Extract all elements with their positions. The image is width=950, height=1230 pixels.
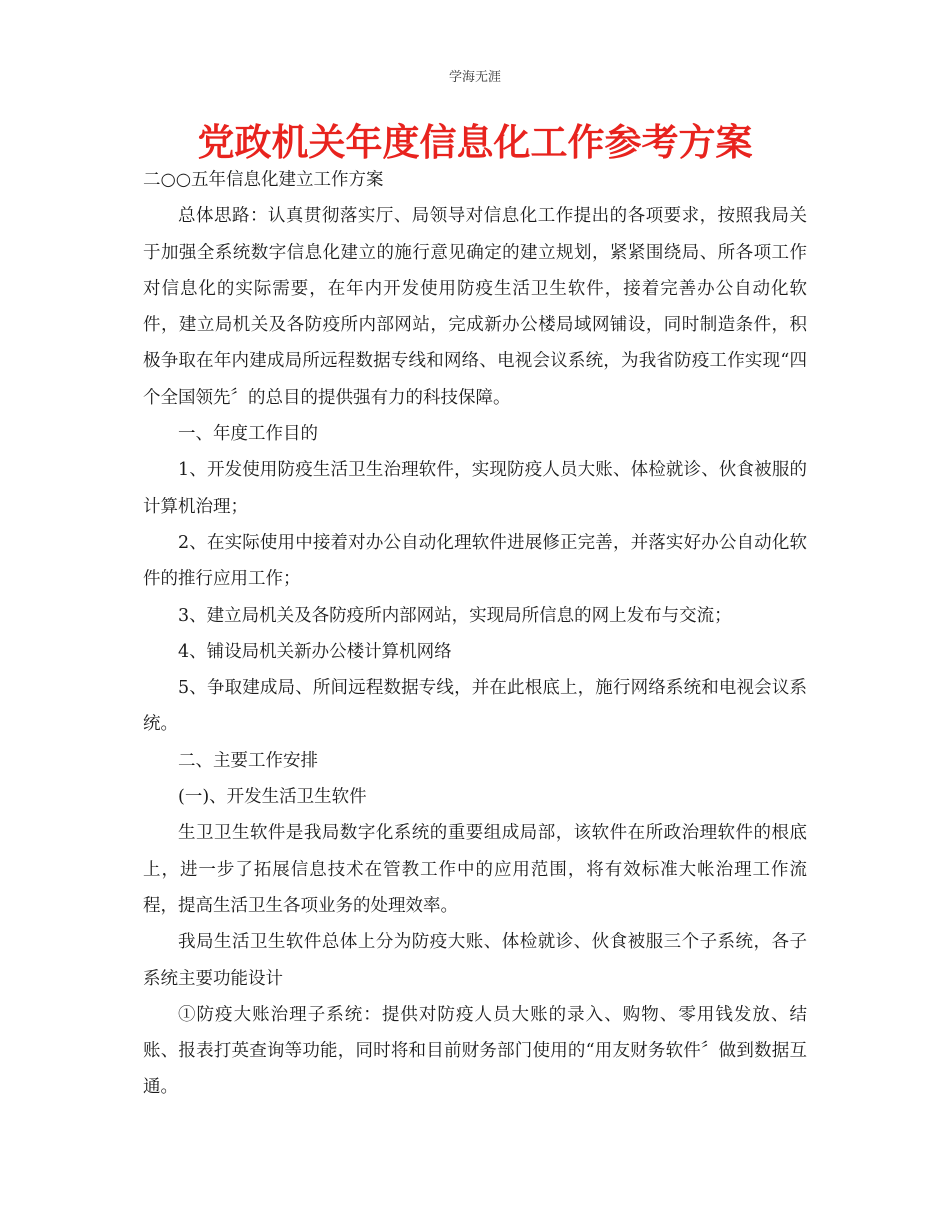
paragraph-subsystem-1: ①防疫大账治理子系统：提供对防疫人员大账的录入、购物、零用钱发放、结账、报表打英查询等功能，同时将和目前财务部门使用的“用友财务软件〞做到数据互通。 [143,1004,807,1098]
page-header: 学海无涯 [448,70,501,85]
section-heading-work-arrangements: 二、主要工作安排 [178,750,318,771]
paragraph-software-intro: 生卫卫生软件是我局数字化系统的重要组成局部，该软件在所政治理软件的根底上，进一步了拓展信息技术在管教工作中的应用范围，将有效标准大帐治理工作流程，提高生活卫生各项业务的处理效率。 [143,823,807,916]
document-subtitle: 二○○五年信息化建立工作方案 [143,170,384,190]
list-item-goal-5: 5、争取建成局、所间远程数据专线，并在此根底上，施行网络系统和电视会议系统。 [143,678,807,735]
list-item-goal-3: 3、建立局机关及各防疫所内部网站，实现局所信息的网上发布与交流； [178,605,732,626]
subsection-heading-software: (一)、开发生活卫生软件 [178,787,367,808]
document-title: 党政机关年度信息化工作参考方案 [197,121,753,164]
paragraph-overall-approach: 总体思路：认真贯彻落实厅、局领导对信息化工作提出的各项要求，按照我局关于加强全系统数字信息化建立的施行意见确定的建立规划，紧紧围绕局、所各项工作对信息化的实际需要，在年内开发使用防疫生活卫生软件，接着完善办公自动化软件，建立局机关及各防疫所内部网站，完成新办公楼局域网铺设，同时制造条件，积极争取在年内建成局所远程数据专线和网络、电视会议系统，为我省防疫工作实现“四个全国领先〞的总目的提供强有力的科技保障。 [143,206,807,408]
list-item-goal-4: 4、铺设局机关新办公楼计算机网络 [178,641,452,662]
list-item-goal-2: 2、在实际使用中接着对办公自动化理软件进展修正完善，并落实好办公自动化软件的推行应用工作； [143,532,807,590]
section-heading-annual-goals: 一、年度工作目的 [178,424,318,445]
document-body [143,162,807,1106]
paragraph-subsystems: 我局生活卫生软件总体上分为防疫大账、体检就诊、伙食被服三个子系统，各子系统主要功能设计 [143,932,807,989]
list-item-goal-1: 1、开发使用防疫生活卫生治理软件，实现防疫人员大账、体检就诊、伙食被服的计算机治理； [143,460,807,517]
